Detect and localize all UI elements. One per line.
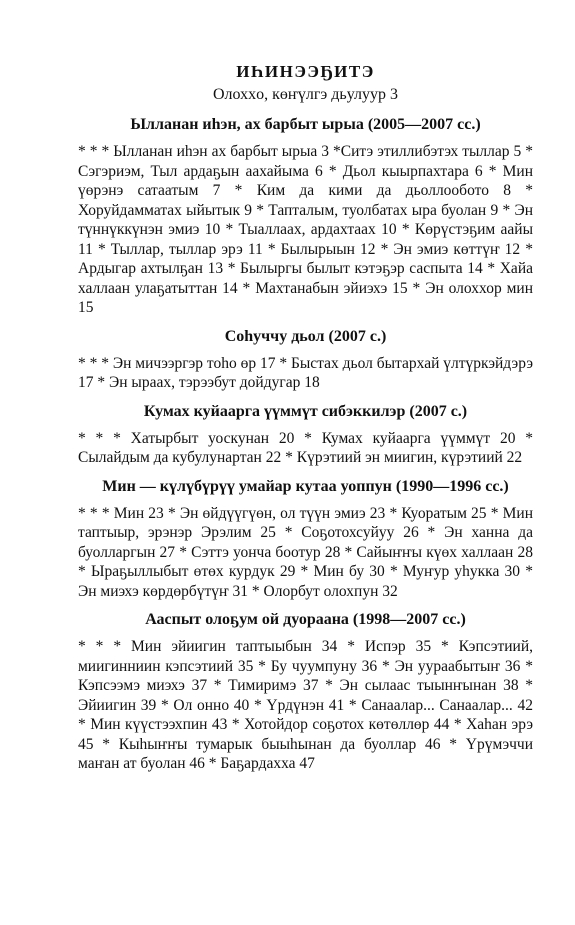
- contents-section-5: [78, 611, 533, 774]
- section-heading: Ааспыт олоҕум ой дуораана (1998—2007 сс.): [145, 611, 466, 628]
- contents-section-2: [78, 328, 533, 393]
- section-heading: Соһуччу дьол (2007 с.): [224, 327, 387, 345]
- section-entries: * * * Ылланан иһэн ах барбыт ырыа 3 *Ситэ этиллибэтэх тыллар 5 * Сэгэриэм, Тыл ардаҕын аахайыма 6 * Дьол кыырпахтара 6 * Мин үөрэнэ сатаатым 7 * Ким да кими да дьоллообото 8 * Хоруйдамматах ыйытык 9 * Тапталым, туолбатах ыра буолан 9 * Эн түннүккүнэн эмиэ 10 * Тыаллаах, ардахтаах 10 * Көрүстэҕим аайы 11 * Тыллар, тыллар эрэ 11 * Былырыын 12 * Эн эмиэ көттүҥ 12 * Ардыгар ахтылҕан 13 * Былыргы былыт кэтэҕэр саспыта 14 * Хайа халлаан улаҕатыттан 14 * Махтанабын эйиэхэ 15 * Эн олоххор мин 15: [78, 143, 533, 316]
- contents-section-4: [78, 478, 533, 602]
- section-entries: * * * Хатырбыт уоскунан 20 * Кумах куйаарга үүммүт 20 * Сылайдым да кубулунартан 22 * Күрэтиий эн миигин, күрэтиий 22: [78, 429, 533, 466]
- section-entries: * * * Эн мичээргэр тоһо өр 17 * Быстах дьол бытархай үлтүркэйдэрэ 17 * Эн ыраах, тэрээбут дойдугар 18: [78, 354, 533, 391]
- section-entries: * * * Мин 23 * Эн өйдүүгүөн, ол түүн эмиэ 23 * Куоратым 25 * Мин таптыыр, эрэнэр Эрэлим 25 * Соҕотохсуйуу 26 * Эн ханна да буолларгын 27 * Сэттэ уонча боотур 28 * Сайыҥҥы күөх халлаан 28 * Ыраҕыллыбыт өтөх курдук 29 * Мин бу 30 * Муҥур уһукка 30 * Эн миэхэ көрдөрбүтүҥ 31 * Олорбут олохпун 32: [78, 504, 533, 600]
- preface-entry: Олохxo, көҥүлгэ дьулуур 3: [212, 86, 398, 103]
- section-heading: Ылланан иһэн, ах барбыт ырыа (2005—2007 сс.): [130, 116, 481, 133]
- contents-section-3: [78, 403, 533, 468]
- contents-section-1: [78, 116, 533, 318]
- section-heading: Мин — күлүбүрүү умайар кутаа уоппун (1990—1996 сс.): [102, 477, 509, 495]
- contents-title: ИҺИНЭЭҔИТЭ: [236, 62, 375, 81]
- section-entries: * * * Мин эйиигин таптыыбын 34 * Испэр 35 * Кэпсэтиий, миигинниин кэпсэтиий 35 * Бу чуумпуну 36 * Эн уураабытыҥ 36 * Кэпсээмэ миэхэ 37 * Тимиримэ 37 * Эн сылаас тыынҥынан 38 * Эйиигин 39 * Ол онно 40 * Үрдүнэн 41 * Санаалар... Санаалар... 42 * Мин күүстээхпин 43 * Хотойдор соҕотох көтөллөр 44 * Хаһан эрэ 45 * Кыһыҥҥы тумарык быыһынан да буоллар 46 * Үрүмэччи маҥан ат буолан 46 * Баҕардахха 47: [78, 638, 533, 772]
- section-heading: Кумах куйаарга үүммүт сибэккилэр (2007 с.): [143, 402, 468, 420]
